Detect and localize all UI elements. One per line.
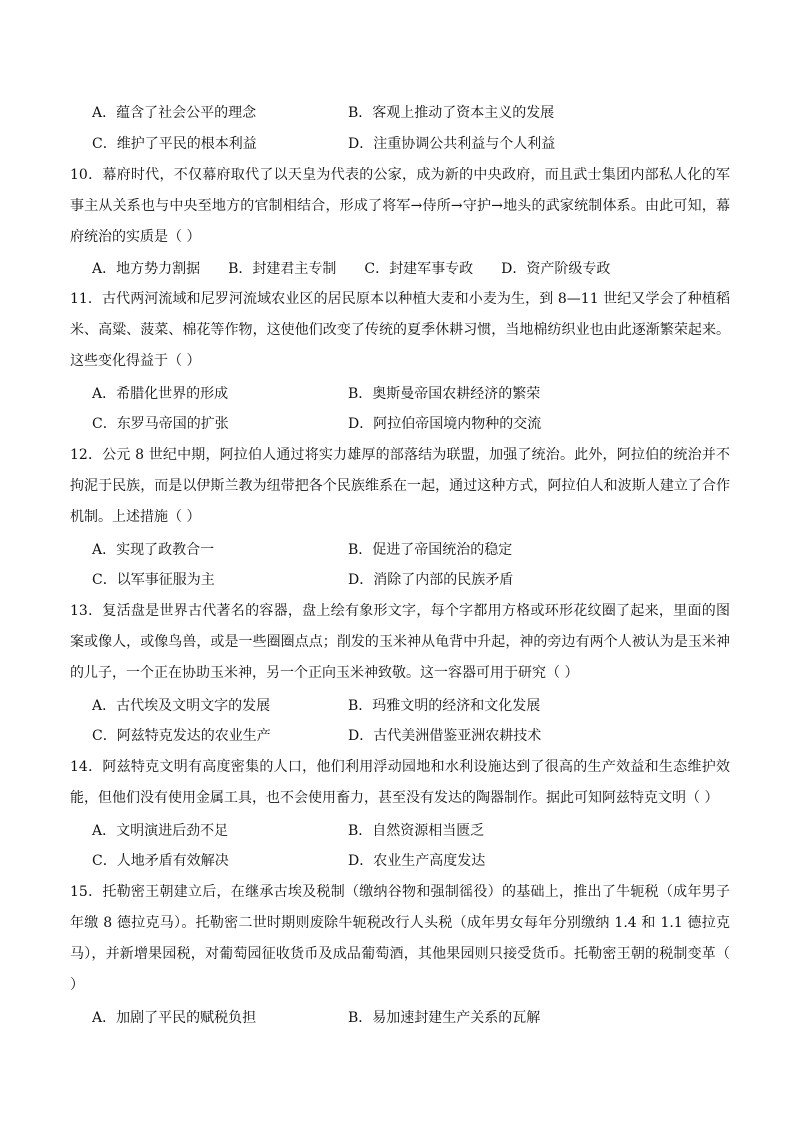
q14-stem: 14．阿兹特克文明有高度密集的人口，他们利用浮动园地和水利设施达到了很高的生产效益和生态维护效能，但他们没有使用金属工具，也不会使用畜力，甚至没有发达的陶器制作。据此可知阿兹特克文明（ ） xyxy=(70,759,730,806)
q10-option-d[interactable]: D．资产阶级专政 xyxy=(501,261,611,277)
q14-option-c[interactable]: C．人地矛盾有效解决 xyxy=(92,853,229,869)
q12-stem: 12．公元 8 世纪中期，阿拉伯人通过将实力雄厚的部落结为联盟，加强了统治。此外，阿拉伯的统治并不拘泥于民族，而是以伊斯兰教为纽带把各个民族维系在一起，通过这种方式，阿拉伯人和波斯人建立了合作机制。上述措施（ ） xyxy=(70,447,730,525)
q9-option-a[interactable]: A．蕴含了社会公平的理念 xyxy=(92,105,257,121)
q11-option-a[interactable]: A．希腊化世界的形成 xyxy=(92,386,229,402)
q14-option-a[interactable]: A．文明演进后劲不足 xyxy=(92,823,229,839)
q14-option-b[interactable]: B．自然资源相当匮乏 xyxy=(348,823,485,839)
q15-stem: 15．托勒密王朝建立后，在继承古埃及税制（缴纳谷物和强制徭役）的基础上，推出了牛轭税（成年男子年缴 8 德拉克马）。托勒密二世时期则废除牛轭税改行人头税（成年男女每年分别缴纳 1.4 和 1.1 德拉克马），并新增果园税，对葡萄园征收货币及成品葡萄酒，其他果园则只接受货币。托勒密王朝的税制变革（ ） xyxy=(70,884,730,993)
q13-option-b[interactable]: B．玛雅文明的经济和文化发展 xyxy=(348,698,541,714)
q9-option-c[interactable]: C．维护了平民的根本利益 xyxy=(92,136,257,152)
q13-stem: 13．复活盘是世界古代著名的容器，盘上绘有象形文字，每个字都用方格或环形花纹圈了起来，里面的图案或像人，或像鸟兽，或是一些圈圈点点；削发的玉米神从龟背中升起，神的旁边有两个人被认为是玉米神的儿子，一个正在协助玉米神，另一个正向玉米神致敬。这一容器可用于研究（ ） xyxy=(70,603,730,681)
q10-option-a[interactable]: A．地方势力割据 xyxy=(92,261,201,277)
q10-option-c[interactable]: C．封建军事专政 xyxy=(364,261,474,277)
q14-option-d[interactable]: D．农业生产高度发达 xyxy=(348,853,486,869)
q12-option-b[interactable]: B．促进了帝国统治的稳定 xyxy=(348,542,513,558)
q13-option-c[interactable]: C．阿兹特克发达的农业生产 xyxy=(92,728,271,744)
q9-option-d[interactable]: D．注重协调公共利益与个人利益 xyxy=(348,136,556,152)
q11-stem: 11．古代两河流域和尼罗河流域农业区的居民原本以种植大麦和小麦为生，到 8—11 世纪又学会了种植稻米、高粱、菠菜、棉花等作物，这使他们改变了传统的夏季休耕习惯，当地棉纺织业也由此逐渐繁荣起来。这些变化得益于（ ） xyxy=(70,291,730,369)
q15-option-b[interactable]: B．易加速封建生产关系的瓦解 xyxy=(348,1010,541,1026)
q9-option-b[interactable]: B．客观上推动了资本主义的发展 xyxy=(348,105,555,121)
q10-options xyxy=(92,259,638,279)
q12-option-d[interactable]: D．消除了内部的民族矛盾 xyxy=(348,572,514,588)
q13-option-a[interactable]: A．古代埃及文明文字的发展 xyxy=(92,698,271,714)
q12-option-c[interactable]: C．以军事征服为主 xyxy=(92,572,215,588)
q15-option-a[interactable]: A．加剧了平民的赋税负担 xyxy=(92,1010,257,1026)
q11-option-b[interactable]: B．奥斯曼帝国农耕经济的繁荣 xyxy=(348,386,541,402)
q12-option-a[interactable]: A．实现了政教合一 xyxy=(92,542,215,558)
q11-option-d[interactable]: D．阿拉伯帝国境内物种的交流 xyxy=(348,416,542,432)
q13-option-d[interactable]: D．古代美洲借鉴亚洲农耕技术 xyxy=(348,728,542,744)
q11-option-c[interactable]: C．东罗马帝国的扩张 xyxy=(92,416,229,432)
q10-option-b[interactable]: B．封建君主专制 xyxy=(228,261,337,277)
q10-stem: 10．幕府时代，不仅幕府取代了以天皇为代表的公家，成为新的中央政府，而且武士集团内部私人化的军事主从关系也与中央至地方的官制相结合，形成了将军→侍所→守护→地头的武家统制体系。由此可知，幕府统治的实质是（ ） xyxy=(70,167,730,245)
